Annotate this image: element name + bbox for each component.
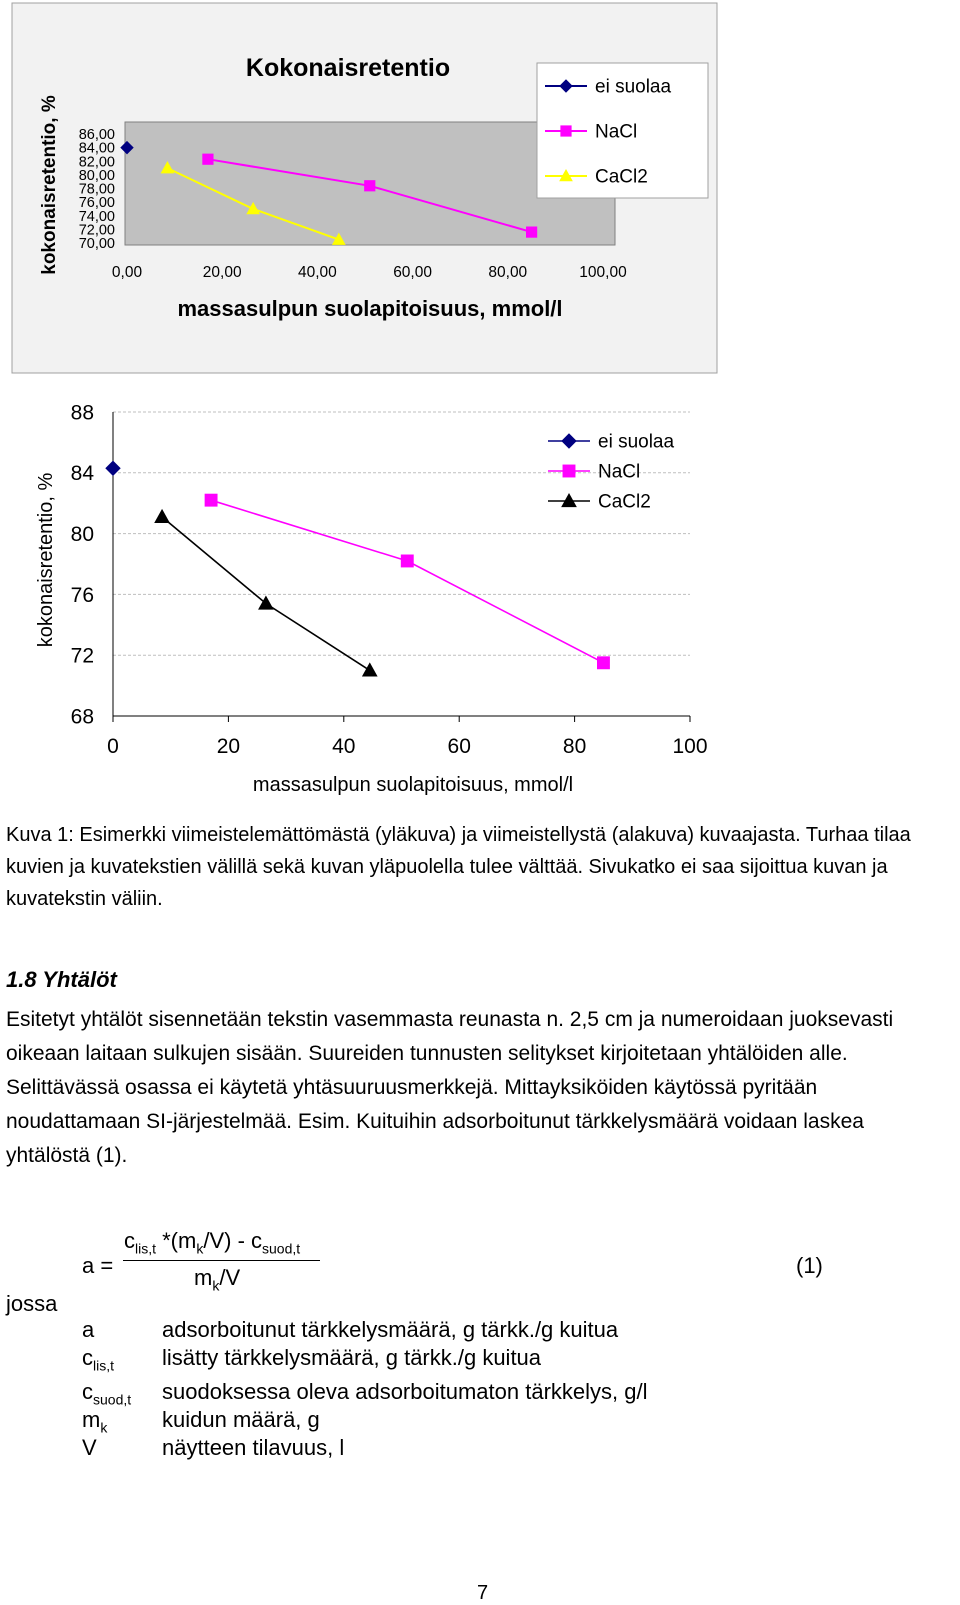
num-c-sub: lis,t [135,1240,156,1257]
y-tick-label: 84 [70,462,94,486]
num-c: c [124,1228,135,1253]
num-mid2: /V) - c [203,1228,263,1253]
figure-caption: Kuva 1: Esimerkki viimeistelemättömästä (yläkuva) ja viimeistellystä (alakuva) kuvaajasta. Turhaa tilaa kuvien ja kuvatekstien välillä sekä kuvan yläpuolella tulee välttää. Sivukatko ei saa sijoittua kuvan ja kuvatekstin väliin. [6,824,911,910]
x-tick-label: 20 [216,735,241,758]
x-tick-label: 40 [332,735,356,758]
legend-label: CaCl2 [595,166,648,188]
y-tick-label: 80 [70,522,94,546]
def-symbol: a [82,1317,95,1342]
legend-label: ei suolaa [598,431,675,453]
def-text: kuidun määrä, g [162,1407,320,1432]
chart2-ylabel: kokonaisretentio, % [35,472,57,648]
y-tick-label: 78,00 [78,181,115,198]
x-tick-label: 100,00 [579,264,627,281]
equation-number: (1) [796,1253,823,1278]
den-m: m [194,1265,213,1290]
fraction-bar [123,1260,320,1261]
x-tick-label: 40,00 [298,264,337,281]
data-point [401,555,413,567]
chart1-xlabel: massasulpun suolapitoisuus, mmol/l [177,296,563,321]
y-tick-label: 70,00 [78,236,115,253]
y-tick-label: 82,00 [78,154,115,171]
y-tick-label: 76 [70,583,94,607]
chart2-xlabel: massasulpun suolapitoisuus, mmol/l [252,774,574,796]
legend-marker [563,465,575,477]
equation-numerator [124,1228,300,1256]
y-tick-label: 86,00 [78,127,115,144]
legend-marker [562,434,576,448]
y-tick-label: 72,00 [78,222,115,239]
chart1-ylabel: kokonaisretentio, % [39,95,60,275]
def-text: suodoksessa oleva adsorboitumaton tärkkelys, g/l [162,1379,648,1404]
data-point [155,510,169,523]
data-point [205,494,217,506]
x-tick-label: 60 [447,735,471,758]
x-tick-label: 100 [672,735,708,758]
x-tick-label: 0,00 [111,264,143,281]
x-tick-label: 60,00 [393,264,432,281]
y-tick-label: 76,00 [78,195,115,212]
data-point [363,663,377,676]
x-tick-label: 80 [562,735,587,758]
def-text: lisätty tärkkelysmäärä, g tärkk./g kuitua [162,1345,542,1370]
num-mid: *(m [162,1228,197,1253]
page-number: 7 [477,1582,489,1604]
y-tick-label: 72 [70,644,94,668]
x-tick-label: 0 [107,735,119,758]
section-heading: 1.8 Yhtälöt [6,967,117,992]
legend-label: NaCl [598,461,641,483]
legend-label: ei suolaa [595,76,672,98]
def-symbol: V [82,1435,97,1460]
data-point [598,657,610,669]
def-text: näytteen tilavuus, l [162,1435,345,1460]
where-label: jossa [6,1291,58,1316]
den-rest: /V [219,1265,241,1290]
equation-lhs: a = [82,1253,114,1278]
series-line [211,500,603,663]
data-point [106,461,120,475]
y-tick-label: 84,00 [78,140,115,157]
def-symbol: $c_{suod,t}$ [82,1379,132,1408]
legend-label: NaCl [595,121,638,143]
chart-formatted [0,0,960,800]
y-tick-label: 80,00 [78,167,115,184]
y-tick-label: 88 [70,401,94,425]
den-m-sub: k [212,1277,220,1294]
chart1-title: Kokonaisretentio [245,54,451,82]
body-paragraph: Esitetyt yhtälöt sisennetään tekstin vasemmasta reunasta n. 2,5 cm ja numeroidaan juoksevasti oikeaan laitaan sulkujen sisään. Suureiden tunnusten selitykset kirjoitetaan yhtälöiden alle. Selittävässä osassa ei käytetä yhtäsuuruusmerkkejä. Mittayksiköiden käytössä pyritään noudattamaan SI-järjestelmää. Esim. Kuituihin adsorboitunut tärkkelysmäärä voidaan laskea yhtälöstä (1). [6,1008,894,1167]
num-end-sub: suod,t [262,1240,301,1257]
def-symbol: $c_{lis,t}$ [82,1345,114,1374]
def-symbol: $m_k$ [82,1407,108,1436]
num-mid-sub: k [196,1240,204,1257]
legend-label: CaCl2 [598,491,651,513]
x-tick-label: 80,00 [488,264,528,281]
x-tick-label: 20,00 [202,264,242,281]
equation-denominator [194,1265,240,1293]
y-tick-label: 68 [70,705,94,729]
y-tick-label: 74,00 [78,208,115,225]
def-text: adsorboitunut tärkkelysmäärä, g tärkk./g kuitua [162,1317,619,1342]
